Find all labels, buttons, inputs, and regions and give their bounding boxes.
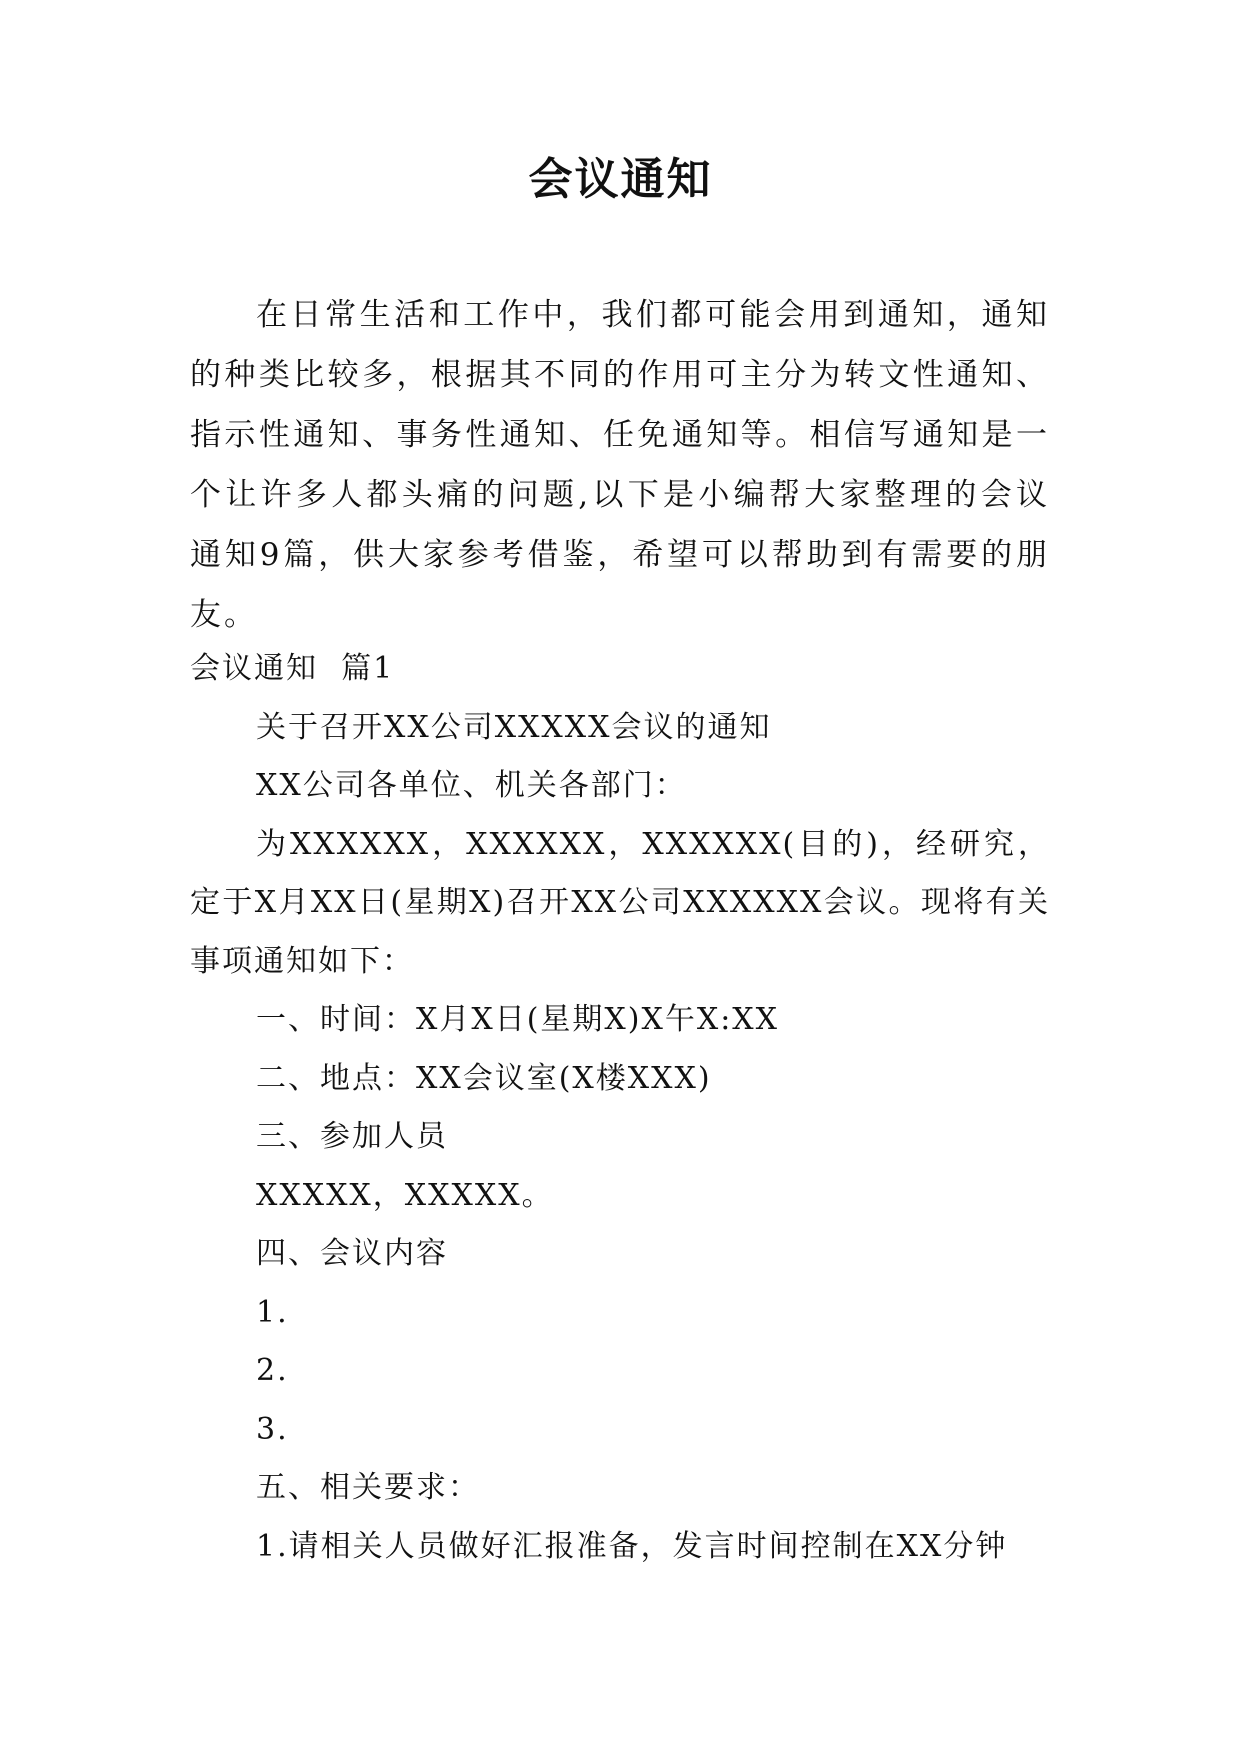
intro-paragraph: 在日常生活和工作中，我们都可能会用到通知，通知的种类比较多，根据其不同的作用可主分为转文性通知、指示性通知、事务性通知、任免通知等。相信写通知是一个让许多人都头痛的问题,以下是小编帮大家整理的会议通知9篇，供大家参考借鉴，希望可以帮助到有需要的朋友。 [190,297,1050,633]
item-requirements-heading: 五、相关要求： [256,1470,480,1505]
notice-title: 关于召开XX公司XXXXX会议的通知 [256,709,772,745]
item-attendees: XXXXX，XXXXX。 [256,1177,554,1213]
content-point: 2. [256,1353,289,1388]
item-content-heading: 四、会议内容 [256,1236,448,1271]
content-point: 3. [256,1411,289,1447]
content-point: 1. [256,1294,289,1330]
item-time: 一、时间：X月X日(星期X)X午X:XX [256,1002,780,1037]
addressee: XX公司各单位、机关各部门： [256,768,687,803]
requirement-1: 1.请相关人员做好汇报准备，发言时间控制在XX分钟 [256,1528,1008,1564]
page-title: 会议通知 [528,154,713,205]
purpose-paragraph: 为XXXXXX，XXXXXX，XXXXXX(目的)，经研究，定于X月XX日(星期X)召开XX公司XXXXXX会议。现将有关事项通知如下： [190,826,1050,979]
item-place: 二、地点：XX会议室(X楼XXX) [256,1060,712,1096]
notice-body [190,640,1050,1576]
item-attendees-heading: 三、参加人员 [256,1119,448,1154]
section-heading: 会议通知 篇1 [190,651,395,686]
